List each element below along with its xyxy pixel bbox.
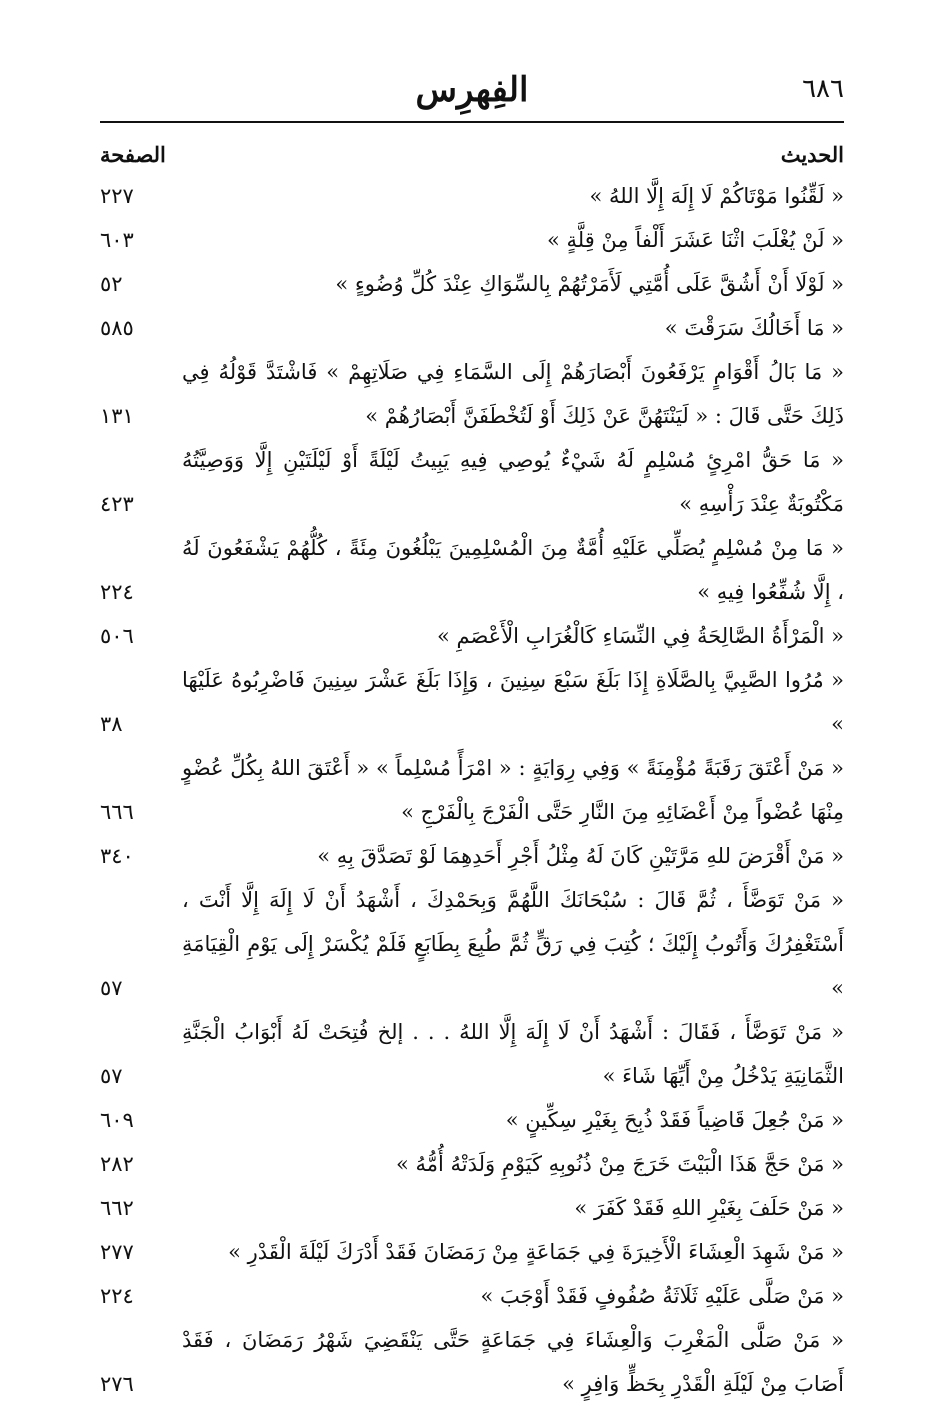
index-entry [100, 438, 844, 526]
hadith-text: « مَنْ صَلَّى عَلَيْهِ ثَلَاثَةُ صُفُوفٍ فَقَدْ أَوْجَبَ » [480, 1284, 844, 1308]
hadith-text: « مَنْ شَهِدَ الْعِشَاءَ الْأَخِيرَةَ فِي جَمَاعَةٍ مِنْ رَمَضَانَ فَقَدْ أَدْرَكَ لَيْلَةَ الْقَدْرِ » [228, 1240, 844, 1264]
hadith-text: « مَا أَخَالُكَ سَرَقْتَ » [664, 316, 844, 340]
index-entries [100, 174, 844, 1406]
page-ref: ٦٦٦ [100, 800, 134, 824]
page-ref: ٢٧٦ [100, 1372, 134, 1396]
column-header-hadith: الحديث [780, 142, 844, 167]
column-header-page: الصفحة [100, 142, 166, 167]
index-entry [100, 1318, 844, 1406]
hadith-text: « مَا حَقُّ امْرِئٍ مُسْلِمٍ لَهُ شَيْءٌ يُوصِي فِيهِ يَبِيتُ لَيْلَةً أَوْ لَيْلَتَيْنِ إِلَّا وَوَصِيَّتُهُ مَكْتُوبَةٌ عِنْدَ رَأْسِهِ » [182, 448, 844, 516]
hadith-text: « لَوْلَا أَنْ أَشُقَّ عَلَى أُمَّتِي لَأَمَرْتُهُمْ بِالسِّوَاكِ عِنْدَ كُلِّ وُضُوءٍ » [335, 272, 844, 296]
hadith-text: « مُرُوا الصَّبِيَّ بِالصَّلَاةِ إِذَا بَلَغَ سَبْعَ سِنِينَ ، وَإِذَا بَلَغَ عَشْرَ سِنِينَ فَاضْرِبُوهُ عَلَيْهَا » [182, 668, 844, 736]
hadith-text: « مَنْ تَوَضَّأَ ، فَقَالَ : أَشْهَدُ أَنْ لَا إِلَهَ إِلَّا اللهُ . . . إلخ فُتِحَتْ لَهُ أَبْوَابُ الْجَنَّةِ الثَّمَانِيَةِ يَدْخُلُ مِنْ أَيِّهَا شَاءَ » [182, 1020, 844, 1088]
index-entry [100, 526, 844, 614]
hadith-text: « مَنْ جُعِلَ قَاضِياً فَقَدْ ذُبِحَ بِغَيْرِ سِكِّينٍ » [505, 1108, 844, 1132]
hadith-text: « مَنْ حَجَّ هَذَا الْبَيْتَ خَرَجَ مِنْ ذُنُوبِهِ كَيَوْمِ وَلَدَتْهُ أُمُّهُ » [395, 1152, 844, 1176]
hadith-text: « مَا بَالُ أَقْوَامٍ يَرْفَعُونَ أَبْصَارَهُمْ إِلَى السَّمَاءِ فِي صَلَاتِهِمْ » فَاشْتَدَّ قَوْلُهُ فِي ذَلِكَ حَتَّى قَالَ : « لَيَنْتَهُنَّ عَنْ ذَلِكَ أَوْ لَتُخْطَفَنَّ أَبْصَارُهُمْ » [182, 360, 844, 428]
index-entry [100, 746, 844, 834]
header-rule [100, 121, 844, 123]
hadith-text: « لَنْ يُغْلَبَ اثْنَا عَشَرَ أَلْفاً مِنْ قِلَّةٍ » [546, 228, 844, 252]
hadith-text: « الْمَرْأَةُ الصَّالِحَةُ فِي النِّسَاءِ كَالْغُرَابِ الْأَعْصَمِ » [436, 624, 844, 648]
page-ref: ٣٤٠ [100, 844, 134, 868]
page-ref: ٥٠٦ [100, 624, 134, 648]
page-ref: ٥٢ [100, 272, 123, 296]
page-ref: ٥٨٥ [100, 316, 134, 340]
index-entry [100, 1098, 844, 1142]
page-ref: ٥٧ [100, 1064, 123, 1088]
hadith-text: « لَقِّنُوا مَوْتَاكُمْ لَا إِلَهَ إِلَّا اللهُ » [589, 184, 844, 208]
page-ref: ٦٠٩ [100, 1108, 134, 1132]
index-entry [100, 174, 844, 218]
page-ref: ٦٠٣ [100, 228, 134, 252]
index-entry [100, 1186, 844, 1230]
index-entry [100, 350, 844, 438]
index-entry [100, 1010, 844, 1098]
page-ref: ٢٢٧ [100, 184, 134, 208]
index-entry [100, 1142, 844, 1186]
page-ref: ٢٧٧ [100, 1240, 134, 1264]
column-headers [100, 142, 844, 174]
hadith-text: « مَنْ تَوَضَّأَ ، ثُمَّ قَالَ : سُبْحَانَكَ اللَّهُمَّ وَبِحَمْدِكَ ، أَشْهَدُ أَنْ لَا إِلَهَ إِلَّا أَنْتَ ، أَسْتَغْفِرُكَ وَأَتُوبُ إِلَيْكَ ؛ كُتِبَ فِي رَقٍّ ثُمَّ طُبِعَ بِطَابَعٍ فَلَمْ يُكْسَرْ إِلَى يَوْمِ الْقِيَامَةِ » [182, 888, 844, 1000]
page-ref: ٥٧ [100, 976, 123, 1000]
page-ref: ٢٢٤ [100, 1284, 134, 1308]
hadith-text: « مَا مِنْ مُسْلِمٍ يُصَلِّي عَلَيْهِ أُمَّةٌ مِنَ الْمُسْلِمِينَ يَبْلُغُونَ مِئَةً ، كُلُّهُمْ يَشْفَعُونَ لَهُ ، إِلَّا شُفِّعُوا فِيهِ » [182, 536, 844, 604]
index-entry [100, 262, 844, 306]
page-number: ٦٨٦ [802, 74, 844, 104]
index-entry [100, 614, 844, 658]
hadith-text: « مَنْ حَلَفَ بِغَيْرِ اللهِ فَقَدْ كَفَرَ » [574, 1196, 844, 1220]
index-entry [100, 878, 844, 1010]
index-entry [100, 1230, 844, 1274]
page-ref: ٤٢٣ [100, 492, 134, 516]
page-header [100, 70, 844, 116]
hadith-text: « مَنْ صَلَّى الْمَغْرِبَ وَالْعِشَاءَ فِي جَمَاعَةٍ حَتَّى يَنْقَضِيَ شَهْرُ رَمَضَانَ ، فَقَدْ أَصَابَ مِنْ لَيْلَةِ الْقَدْرِ بِحَظٍّ وَافِرٍ » [182, 1328, 844, 1396]
page-ref: ١٣١ [100, 404, 134, 428]
index-entry [100, 306, 844, 350]
index-entry [100, 218, 844, 262]
page-ref: ٢٢٤ [100, 580, 134, 604]
page-ref: ٦٦٢ [100, 1196, 134, 1220]
page-ref: ٣٨ [100, 712, 123, 736]
index-entry [100, 1274, 844, 1318]
page-ref: ٢٨٢ [100, 1152, 134, 1176]
index-entry [100, 658, 844, 746]
index-entry [100, 834, 844, 878]
running-title: الفِهرِس [415, 70, 529, 110]
hadith-text: « مَنْ أَقْرَضَ للهِ مَرَّتَيْنِ كَانَ لَهُ مِثْلُ أَجْرِ أَحَدِهِمَا لَوْ تَصَدَّقَ بِهِ » [317, 844, 844, 868]
hadith-text: « مَنْ أَعْتَقَ رَقَبَةً مُؤْمِنَةً » وَفِي رِوَايَةٍ : « امْرَأً مُسْلِماً » « أَعْتَقَ اللهُ بِكُلِّ عُضْوٍ مِنْهَا عُضْواً مِنْ أَعْضَائِهِ مِنَ النَّارِ حَتَّى الْفَرْجَ بِالْفَرْجِ » [182, 756, 844, 824]
